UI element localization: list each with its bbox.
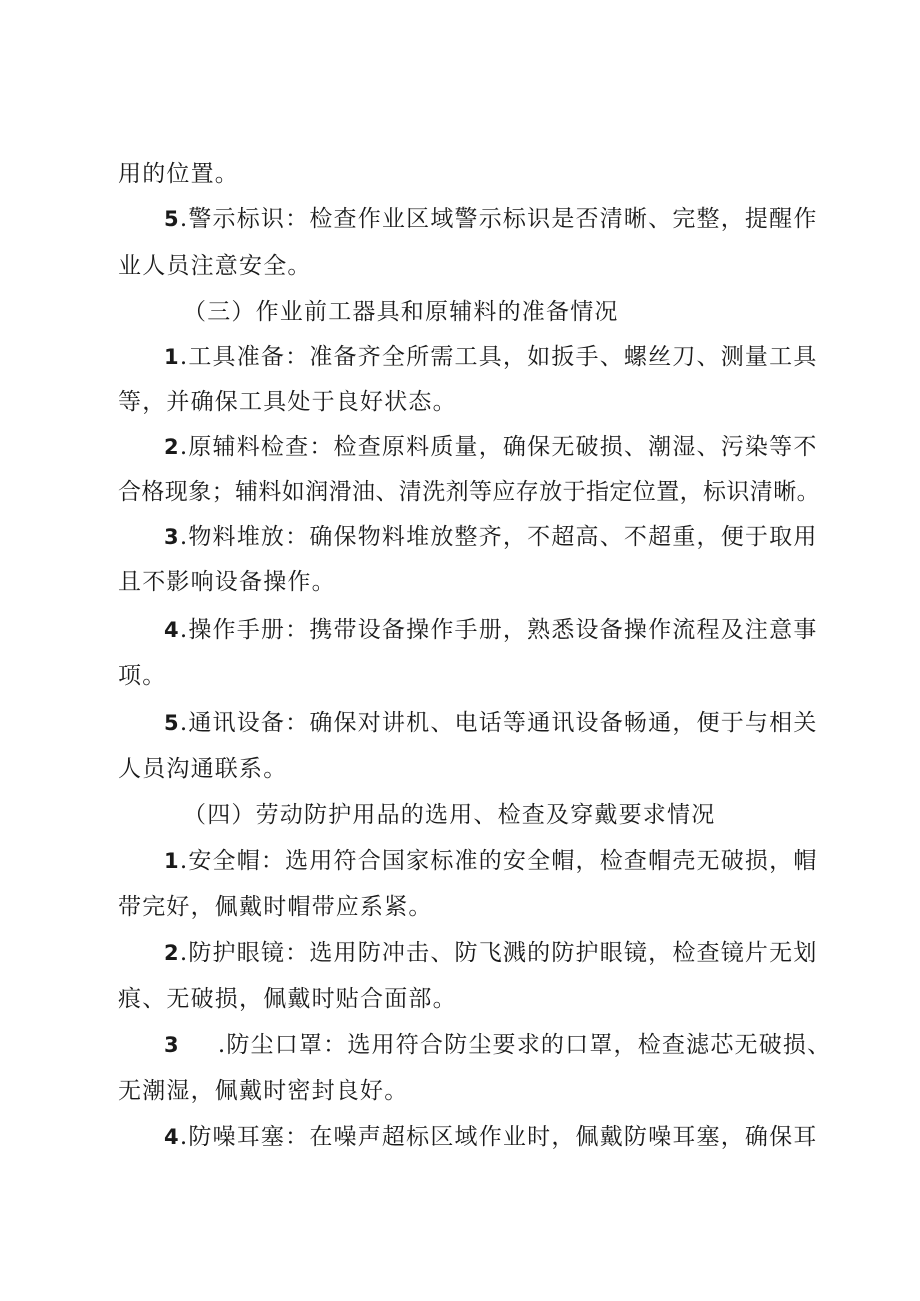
heading-text: （四）劳动防护用品的选用、检查及穿戴要求情况	[183, 802, 716, 828]
line-text: 痕、无破损，佩戴时贴合面部。	[118, 986, 457, 1012]
item-number: 4	[164, 618, 180, 642]
list-item-first-line	[164, 204, 818, 234]
list-item-continuation	[118, 984, 457, 1014]
list-item-continuation	[118, 387, 457, 417]
line-text: 用的位置。	[118, 161, 239, 187]
line-text: .通讯设备：确保对讲机、电话等通讯设备畅通，便于与相关	[179, 710, 818, 736]
list-item-first-line	[164, 938, 818, 968]
heading-text: （三）作业前工器具和原辅料的准备情况	[183, 299, 619, 325]
line-text: 业人员注意安全。	[118, 253, 312, 279]
line-text: .操作手册：携带设备操作手册，熟悉设备操作流程及注意事	[179, 617, 818, 643]
list-item-continuation	[118, 892, 433, 922]
line-text: .工具准备：准备齐全所需工具，如扳手、螺丝刀、测量工具	[179, 344, 818, 370]
list-item-continuation	[118, 477, 820, 507]
item-number: 1	[164, 849, 180, 873]
line-text: .防护眼镜：选用防冲击、防飞溅的防护眼镜，检查镜片无划	[179, 940, 818, 966]
item-number: 5	[164, 711, 180, 735]
line-text: 人员沟通联系。	[118, 756, 288, 782]
list-item-first-line	[164, 432, 818, 462]
line-text: .防噪耳塞：在噪声超标区域作业时，佩戴防噪耳塞，确保耳	[179, 1124, 818, 1150]
list-item-first-line	[164, 846, 818, 876]
line-text: 无潮湿，佩戴时密封良好。	[118, 1078, 409, 1104]
list-item-first-line	[164, 1030, 831, 1060]
list-item-first-line	[164, 615, 818, 645]
list-item-first-line	[164, 342, 818, 372]
item-number: 2	[164, 941, 180, 965]
item-number: 2	[164, 435, 180, 459]
list-item-continuation	[118, 754, 287, 784]
list-item-first-line	[164, 708, 818, 738]
line-text: 且不影响设备操作。	[118, 569, 336, 595]
list-item-continuation	[118, 1076, 408, 1106]
list-item-first-line	[164, 1122, 818, 1152]
line-text: .警示标识：检查作业区域警示标识是否清晰、完整，提醒作	[179, 206, 818, 232]
list-item-continuation	[118, 251, 312, 281]
list-item-continuation	[118, 661, 166, 691]
line-text: 合格现象；辅料如润滑油、清洗剂等应存放于指定位置，标识清晰。	[118, 479, 820, 505]
section-heading	[183, 800, 715, 830]
item-number: 5	[164, 207, 180, 231]
item-number: 3	[164, 525, 180, 549]
line-text: 项。	[118, 663, 167, 689]
paragraph-continuation	[118, 159, 239, 189]
list-item-continuation	[118, 567, 336, 597]
line-text: 等，并确保工具处于良好状态。	[118, 389, 457, 415]
line-text: .防尘口罩：选用符合防尘要求的口罩，检查滤芯无破损、	[217, 1032, 832, 1058]
item-number: 3	[164, 1033, 180, 1057]
line-text: 带完好，佩戴时帽带应系紧。	[118, 894, 433, 920]
line-text: .安全帽：选用符合国家标准的安全帽，检查帽壳无破损，帽	[179, 848, 818, 874]
line-text: .物料堆放：确保物料堆放整齐，不超高、不超重，便于取用	[179, 524, 818, 550]
line-text: .原辅料检查：检查原料质量，确保无破损、潮湿、污染等不	[179, 434, 818, 460]
item-number: 4	[164, 1125, 180, 1149]
list-item-first-line	[164, 522, 818, 552]
section-heading	[183, 297, 619, 327]
item-number: 1	[164, 345, 180, 369]
